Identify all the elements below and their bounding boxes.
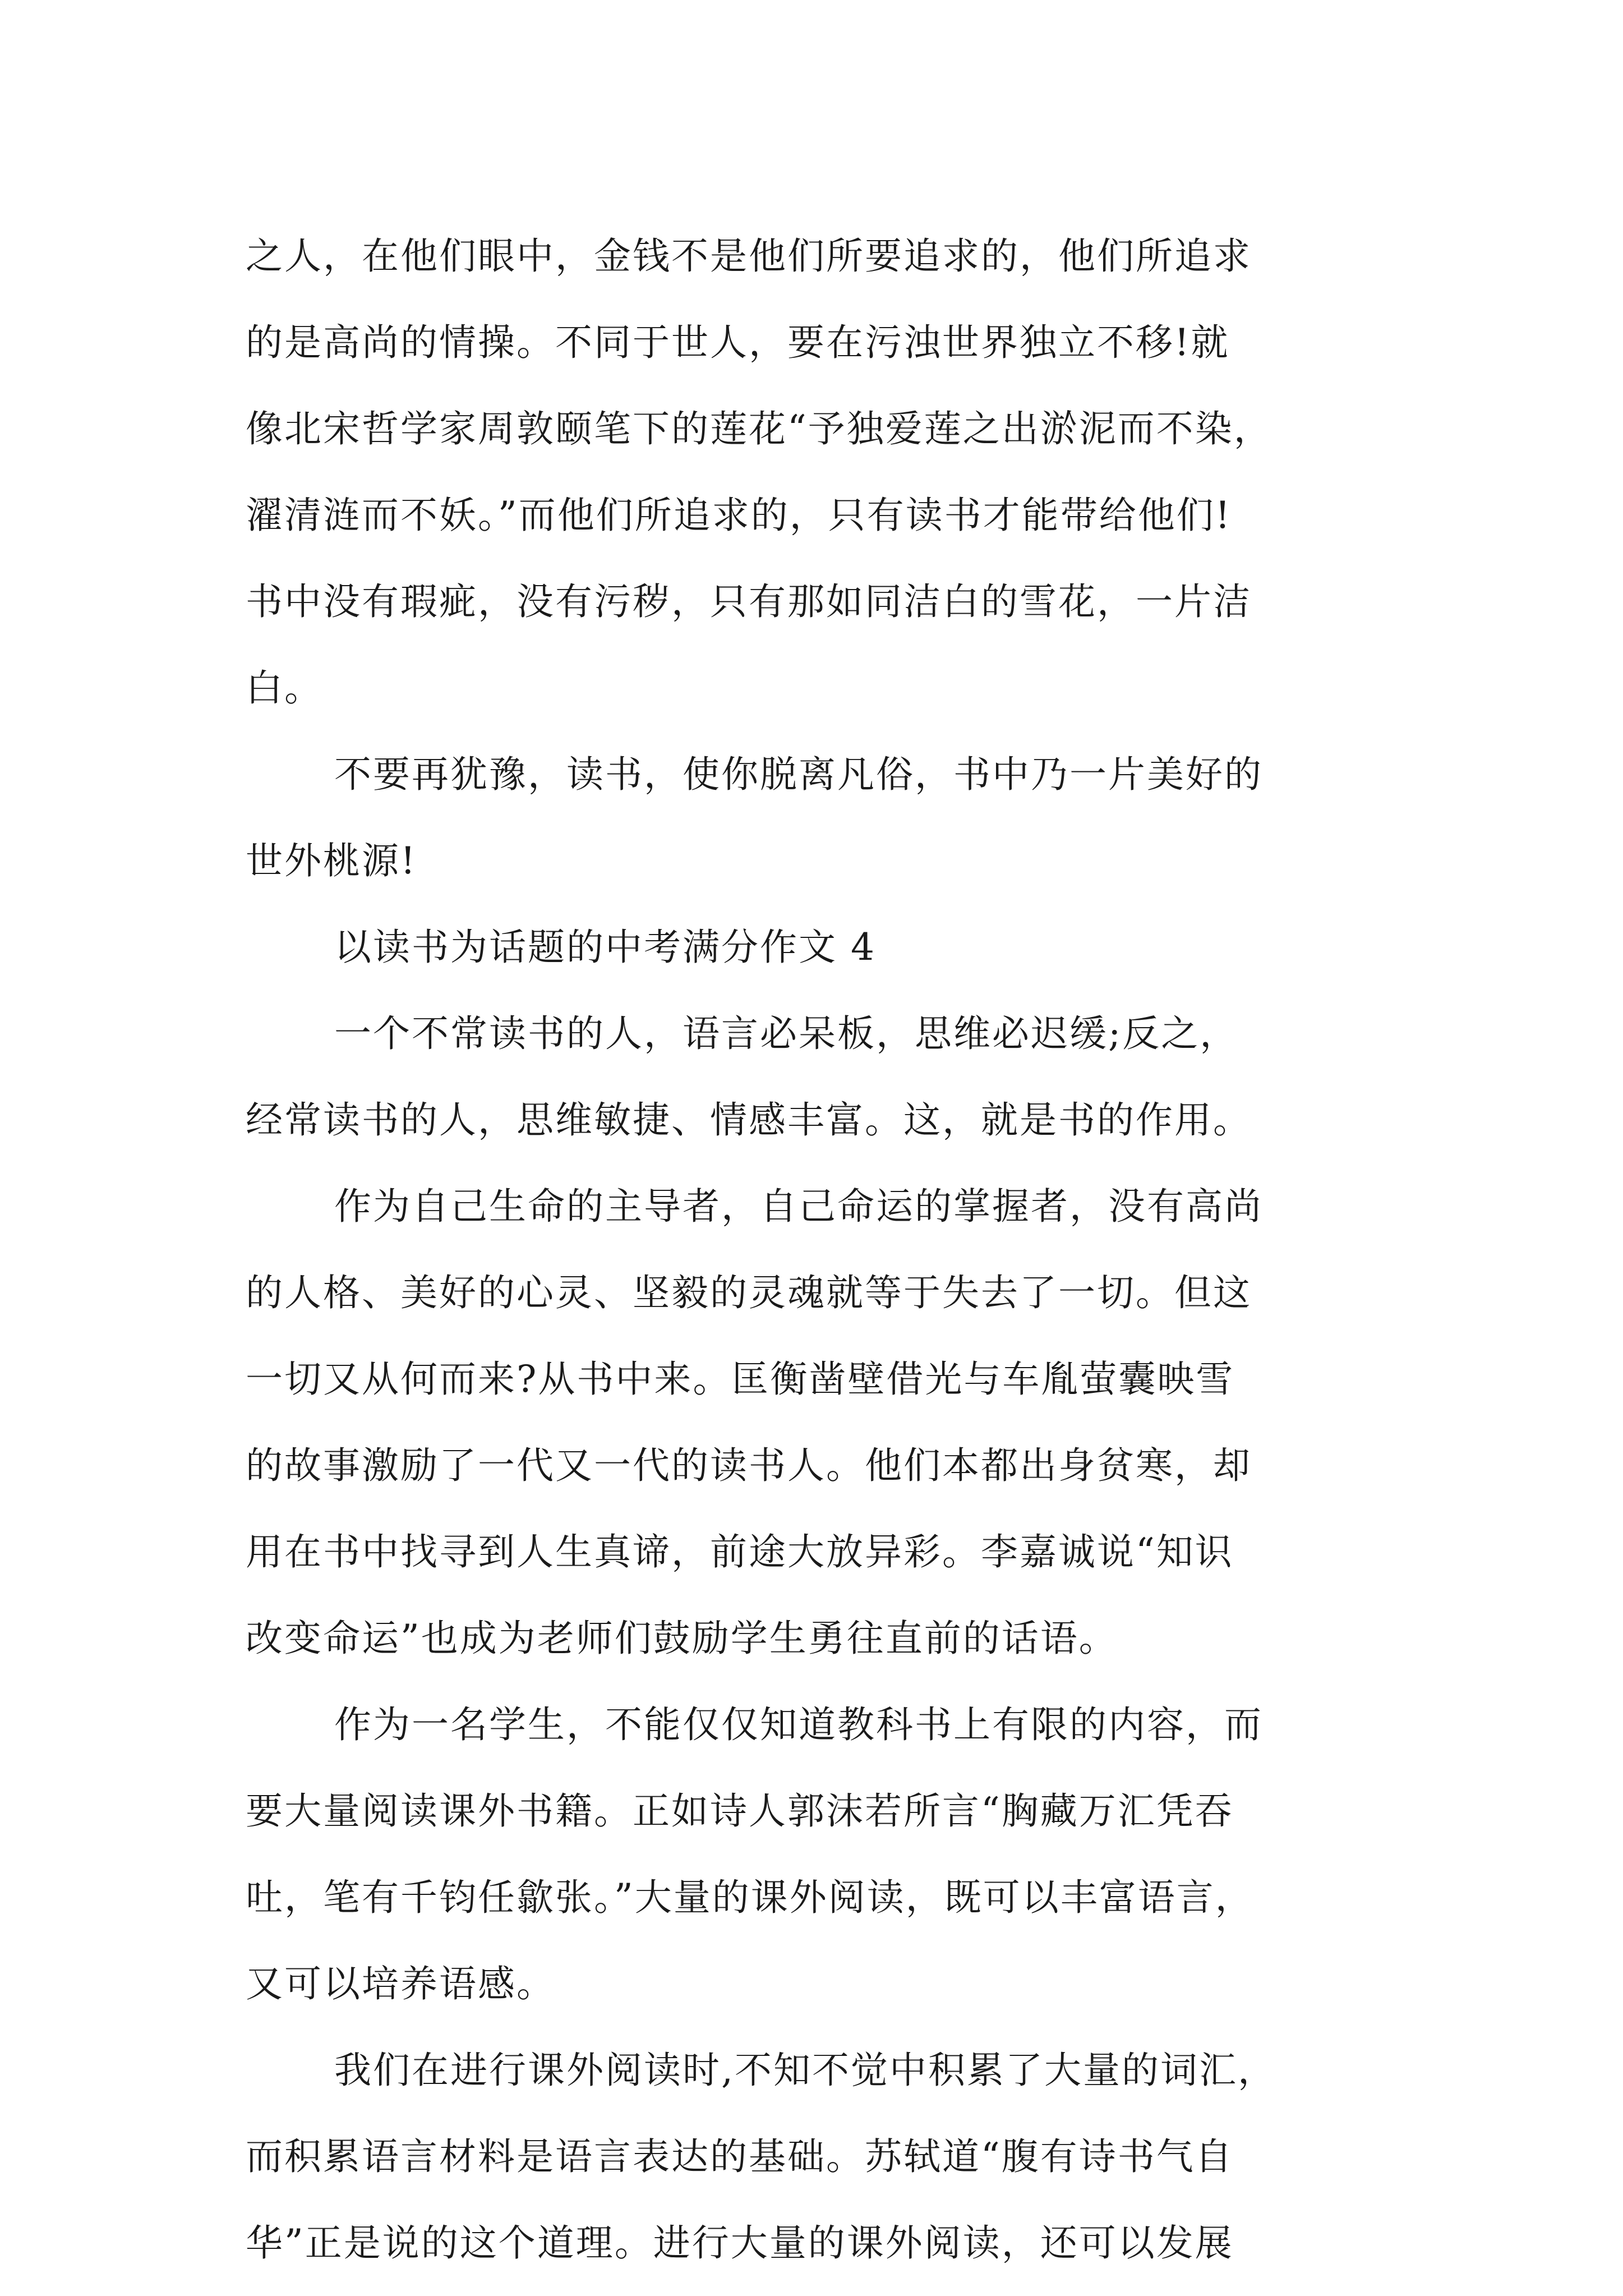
text-line: 改变命运”也成为老师们鼓励学生勇往直前的话语。 [246, 1617, 1118, 1660]
text-line: 用在书中找寻到人生真谛，前途大放异彩。李嘉诚说“知识 [246, 1530, 1234, 1573]
text-line: 经常读书的人，思维敏捷、情感丰富。这，就是书的作用。 [246, 1098, 1252, 1142]
document-body [246, 213, 1423, 2286]
text-line: 像北宋哲学家周敦颐笔下的莲花“予独爱莲之出淤泥而不染， [246, 407, 1272, 450]
text-line: 又可以培养语感。 [246, 1962, 555, 2005]
text-line: 世外桃源! [246, 839, 417, 882]
text-line: 书中没有瑕疵，没有污秽，只有那如同洁白的雪花，一片洁 [246, 580, 1252, 623]
text-line: 作为自己生命的主导者，自己命运的掌握者，没有高尚 [334, 1185, 1263, 1228]
text-line: 的是高尚的情操。不同于世人，要在污浊世界独立不移!就 [246, 321, 1230, 364]
text-line: 而积累语言材料是语言表达的基础。苏轼道“腹有诗书气自 [246, 2135, 1234, 2178]
text-line: 作为一名学生，不能仅仅知道教科书上有限的内容，而 [334, 1703, 1263, 1746]
text-line: 以读书为话题的中考满分作文 4 [334, 926, 876, 969]
text-line: 白。 [246, 666, 323, 710]
text-line: 的故事激励了一代又一代的读书人。他们本都出身贫寒，却 [246, 1444, 1252, 1487]
text-line: 华”正是说的这个道理。进行大量的课外阅读，还可以发展 [246, 2221, 1234, 2265]
text-line: 的人格、美好的心灵、坚毅的灵魂就等于失去了一切。但这 [246, 1271, 1252, 1314]
text-line: 不要再犹豫，读书，使你脱离凡俗，书中乃一片美好的 [334, 753, 1263, 796]
text-line: 一个不常读书的人，语言必呆板，思维必迟缓;反之， [334, 1012, 1239, 1055]
text-line: 濯清涟而不妖。”而他们所追求的，只有读书才能带给他们! [246, 494, 1232, 537]
text-line: 吐，笔有千钧任歙张。”大量的课外阅读，既可以丰富语言， [246, 1876, 1254, 1919]
text-line: 一切又从何而来?从书中来。匡衡凿壁借光与车胤萤囊映雪 [246, 1358, 1235, 1401]
text-line: 我们在进行课外阅读时,不知不觉中积累了大量的词汇， [334, 2049, 1276, 2092]
text-line: 之人，在他们眼中，金钱不是他们所要追求的，他们所追求 [246, 234, 1252, 278]
text-line: 要大量阅读课外书籍。正如诗人郭沫若所言“胸藏万汇凭吞 [246, 1789, 1234, 1833]
